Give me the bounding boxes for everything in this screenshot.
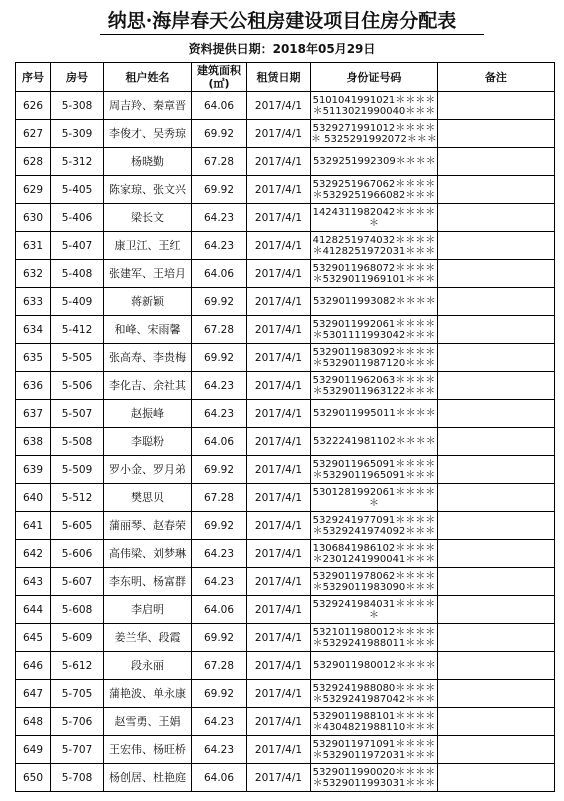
cell-area: 64.06 bbox=[192, 764, 247, 792]
table-row bbox=[16, 400, 555, 428]
cell-note bbox=[437, 624, 554, 652]
id-number-line: 5329011962063＊＊＊＊ bbox=[312, 374, 436, 386]
id-number-line: 5329011978062＊＊＊＊ bbox=[312, 570, 436, 582]
cell-seq: 634 bbox=[16, 316, 51, 344]
id-number-line: 5329241977091＊＊＊＊ bbox=[312, 514, 436, 526]
cell-id-number bbox=[311, 540, 438, 568]
cell-note bbox=[437, 344, 554, 372]
table-row bbox=[16, 540, 555, 568]
cell-room: 5-605 bbox=[51, 512, 104, 540]
cell-date: 2017/4/1 bbox=[247, 624, 311, 652]
id-number-line: ＊5113021990040＊＊＊ bbox=[312, 105, 436, 117]
cell-id-number bbox=[311, 316, 438, 344]
table-row bbox=[16, 456, 555, 484]
id-number-line: ＊4304821988110＊＊＊ bbox=[312, 721, 436, 733]
cell-date: 2017/4/1 bbox=[247, 176, 311, 204]
cell-seq: 649 bbox=[16, 736, 51, 764]
cell-room: 5-705 bbox=[51, 680, 104, 708]
cell-tenant: 张建军、王培月 bbox=[104, 260, 192, 288]
table-row bbox=[16, 708, 555, 736]
id-number-line: 5329011980012＊＊＊＊ bbox=[313, 660, 436, 671]
document-subtitle: 资料提供日期：2018年05月29日 bbox=[188, 42, 376, 56]
cell-seq: 641 bbox=[16, 512, 51, 540]
cell-note bbox=[437, 456, 554, 484]
cell-room: 5-512 bbox=[51, 484, 104, 512]
cell-area: 64.23 bbox=[192, 232, 247, 260]
id-number-line: ＊ bbox=[368, 217, 379, 229]
cell-date: 2017/4/1 bbox=[247, 204, 311, 232]
id-number-line: 5329011965091＊＊＊＊ bbox=[312, 458, 436, 470]
cell-id-number bbox=[311, 372, 438, 400]
id-number-line: 5329011968072＊＊＊＊ bbox=[312, 262, 436, 274]
cell-note bbox=[437, 764, 554, 792]
id-number-line: ＊5329011983090＊＊＊ bbox=[312, 581, 436, 593]
cell-id-number bbox=[311, 232, 438, 260]
cell-note bbox=[437, 92, 554, 120]
cell-seq: 627 bbox=[16, 120, 51, 148]
cell-id-number bbox=[311, 484, 438, 512]
table-row bbox=[16, 372, 555, 400]
cell-id-number bbox=[311, 764, 438, 792]
cell-room: 5-309 bbox=[51, 120, 104, 148]
cell-seq: 629 bbox=[16, 176, 51, 204]
cell-date: 2017/4/1 bbox=[247, 232, 311, 260]
table-row bbox=[16, 176, 555, 204]
cell-room: 5-409 bbox=[51, 288, 104, 316]
title-underline bbox=[100, 34, 484, 35]
cell-note bbox=[437, 652, 554, 680]
id-number-line: 5321011980012＊＊＊＊ bbox=[312, 626, 436, 638]
cell-id-number bbox=[311, 148, 438, 176]
cell-room: 5-708 bbox=[51, 764, 104, 792]
cell-date: 2017/4/1 bbox=[247, 764, 311, 792]
id-number-line: ＊ bbox=[368, 497, 379, 509]
cell-area: 64.23 bbox=[192, 568, 247, 596]
cell-tenant: 康卫江、王红 bbox=[104, 232, 192, 260]
cell-area: 69.92 bbox=[192, 624, 247, 652]
header-area-line1: 建筑面积 bbox=[197, 64, 241, 77]
cell-id-number bbox=[311, 120, 438, 148]
document-title: 纳思·海岸春天公租房建设项目住房分配表 bbox=[107, 10, 457, 32]
header-area bbox=[192, 63, 247, 92]
cell-tenant: 和峰、宋雨馨 bbox=[104, 316, 192, 344]
id-number-line: ＊5329011993031＊＊＊ bbox=[312, 777, 436, 789]
cell-room: 5-607 bbox=[51, 568, 104, 596]
cell-date: 2017/4/1 bbox=[247, 344, 311, 372]
cell-id-number bbox=[311, 344, 438, 372]
cell-note bbox=[437, 512, 554, 540]
id-number-line: ＊5329241987042＊＊＊ bbox=[312, 693, 436, 705]
cell-room: 5-412 bbox=[51, 316, 104, 344]
cell-id-number bbox=[311, 204, 438, 232]
cell-date: 2017/4/1 bbox=[247, 540, 311, 568]
cell-date: 2017/4/1 bbox=[247, 316, 311, 344]
table-row bbox=[16, 680, 555, 708]
cell-room: 5-507 bbox=[51, 400, 104, 428]
cell-seq: 644 bbox=[16, 596, 51, 624]
cell-note bbox=[437, 176, 554, 204]
cell-id-number bbox=[311, 680, 438, 708]
cell-area: 69.92 bbox=[192, 456, 247, 484]
cell-area: 69.92 bbox=[192, 512, 247, 540]
id-number-line: 5329011983092＊＊＊＊ bbox=[312, 346, 436, 358]
cell-room: 5-509 bbox=[51, 456, 104, 484]
header-tenant: 租户姓名 bbox=[104, 63, 192, 92]
cell-area: 67.28 bbox=[192, 484, 247, 512]
id-number-line: 4128251974032＊＊＊＊ bbox=[312, 234, 436, 246]
table-row bbox=[16, 484, 555, 512]
cell-note bbox=[437, 120, 554, 148]
cell-area: 64.06 bbox=[192, 596, 247, 624]
cell-tenant: 罗小金、罗月弟 bbox=[104, 456, 192, 484]
cell-tenant: 杨创居、杜艳庭 bbox=[104, 764, 192, 792]
table-row bbox=[16, 344, 555, 372]
id-number-line: 1424311982042＊＊＊＊ bbox=[312, 206, 436, 218]
cell-note bbox=[437, 680, 554, 708]
id-number-line: 5329241988080＊＊＊＊ bbox=[312, 682, 436, 694]
id-number-line: ＊4128251972031＊＊＊ bbox=[312, 245, 436, 257]
cell-seq: 639 bbox=[16, 456, 51, 484]
cell-date: 2017/4/1 bbox=[247, 652, 311, 680]
cell-area: 64.06 bbox=[192, 92, 247, 120]
table-row bbox=[16, 204, 555, 232]
cell-tenant: 李启明 bbox=[104, 596, 192, 624]
cell-seq: 646 bbox=[16, 652, 51, 680]
cell-seq: 650 bbox=[16, 764, 51, 792]
cell-seq: 628 bbox=[16, 148, 51, 176]
cell-note bbox=[437, 540, 554, 568]
table-row bbox=[16, 120, 555, 148]
id-number-line: ＊5329011972031＊＊＊ bbox=[312, 749, 436, 761]
cell-seq: 636 bbox=[16, 372, 51, 400]
cell-tenant: 李东明、杨富群 bbox=[104, 568, 192, 596]
id-number-line: 5329011990020＊＊＊＊ bbox=[312, 766, 436, 778]
cell-room: 5-707 bbox=[51, 736, 104, 764]
cell-room: 5-606 bbox=[51, 540, 104, 568]
cell-area: 67.28 bbox=[192, 148, 247, 176]
cell-note bbox=[437, 400, 554, 428]
id-number-line: 5329011993082＊＊＊＊ bbox=[313, 296, 436, 307]
cell-area: 67.28 bbox=[192, 652, 247, 680]
cell-area: 69.92 bbox=[192, 176, 247, 204]
cell-date: 2017/4/1 bbox=[247, 400, 311, 428]
table-row bbox=[16, 316, 555, 344]
cell-date: 2017/4/1 bbox=[247, 484, 311, 512]
cell-tenant: 周吉羚、秦章晋 bbox=[104, 92, 192, 120]
cell-seq: 638 bbox=[16, 428, 51, 456]
cell-seq: 647 bbox=[16, 680, 51, 708]
header-id: 身份证号码 bbox=[311, 63, 438, 92]
cell-seq: 633 bbox=[16, 288, 51, 316]
cell-tenant: 张高寿、李贵梅 bbox=[104, 344, 192, 372]
cell-seq: 645 bbox=[16, 624, 51, 652]
cell-id-number bbox=[311, 624, 438, 652]
cell-id-number bbox=[311, 260, 438, 288]
id-number-line: ＊5329241974092＊＊＊ bbox=[312, 525, 436, 537]
cell-area: 67.28 bbox=[192, 316, 247, 344]
cell-tenant: 李化吉、余社其 bbox=[104, 372, 192, 400]
cell-room: 5-312 bbox=[51, 148, 104, 176]
id-number-line: ＊5329011963122＊＊＊ bbox=[312, 385, 436, 397]
id-number-line: 5329271991012＊＊＊＊ bbox=[312, 122, 436, 134]
header-room: 房号 bbox=[51, 63, 104, 92]
id-number-line: 5329011971091＊＊＊＊ bbox=[312, 738, 436, 750]
cell-area: 69.92 bbox=[192, 344, 247, 372]
cell-note bbox=[437, 232, 554, 260]
cell-room: 5-407 bbox=[51, 232, 104, 260]
cell-area: 64.23 bbox=[192, 708, 247, 736]
cell-tenant: 陈家琼、张文兴 bbox=[104, 176, 192, 204]
cell-tenant: 樊思贝 bbox=[104, 484, 192, 512]
cell-tenant: 梁长文 bbox=[104, 204, 192, 232]
cell-seq: 642 bbox=[16, 540, 51, 568]
table-row bbox=[16, 764, 555, 792]
cell-seq: 637 bbox=[16, 400, 51, 428]
cell-tenant: 蒲艳波、单永康 bbox=[104, 680, 192, 708]
table-row bbox=[16, 92, 555, 120]
cell-room: 5-609 bbox=[51, 624, 104, 652]
id-number-line: 5322241981102＊＊＊＊ bbox=[313, 436, 436, 447]
table-body bbox=[16, 92, 555, 792]
table-row bbox=[16, 148, 555, 176]
cell-area: 69.92 bbox=[192, 120, 247, 148]
cell-tenant: 赵雪勇、王娟 bbox=[104, 708, 192, 736]
cell-area: 69.92 bbox=[192, 288, 247, 316]
cell-id-number bbox=[311, 176, 438, 204]
cell-seq: 635 bbox=[16, 344, 51, 372]
cell-note bbox=[437, 708, 554, 736]
cell-area: 64.23 bbox=[192, 372, 247, 400]
cell-date: 2017/4/1 bbox=[247, 372, 311, 400]
cell-tenant: 姜兰华、段霞 bbox=[104, 624, 192, 652]
cell-room: 5-608 bbox=[51, 596, 104, 624]
cell-room: 5-508 bbox=[51, 428, 104, 456]
cell-date: 2017/4/1 bbox=[247, 92, 311, 120]
cell-area: 69.92 bbox=[192, 680, 247, 708]
cell-room: 5-706 bbox=[51, 708, 104, 736]
id-number-line: ＊5329241988011＊＊＊ bbox=[312, 637, 436, 649]
cell-date: 2017/4/1 bbox=[247, 260, 311, 288]
table-row bbox=[16, 428, 555, 456]
cell-id-number bbox=[311, 708, 438, 736]
cell-seq: 631 bbox=[16, 232, 51, 260]
table-row bbox=[16, 624, 555, 652]
cell-seq: 626 bbox=[16, 92, 51, 120]
id-number-line: 5329241984031＊＊＊＊ bbox=[312, 598, 436, 610]
cell-area: 64.23 bbox=[192, 540, 247, 568]
cell-date: 2017/4/1 bbox=[247, 288, 311, 316]
table-row bbox=[16, 232, 555, 260]
cell-seq: 640 bbox=[16, 484, 51, 512]
id-number-line: 5329251992309＊＊＊＊ bbox=[313, 156, 436, 167]
cell-id-number bbox=[311, 400, 438, 428]
cell-area: 64.06 bbox=[192, 260, 247, 288]
cell-id-number bbox=[311, 428, 438, 456]
cell-room: 5-505 bbox=[51, 344, 104, 372]
table-row bbox=[16, 652, 555, 680]
header-seq: 序号 bbox=[16, 63, 51, 92]
cell-id-number bbox=[311, 512, 438, 540]
cell-date: 2017/4/1 bbox=[247, 596, 311, 624]
cell-date: 2017/4/1 bbox=[247, 456, 311, 484]
cell-date: 2017/4/1 bbox=[247, 680, 311, 708]
id-number-line: 5101041991021＊＊＊＊ bbox=[312, 94, 436, 106]
cell-id-number bbox=[311, 288, 438, 316]
cell-id-number bbox=[311, 456, 438, 484]
cell-date: 2017/4/1 bbox=[247, 708, 311, 736]
cell-room: 5-506 bbox=[51, 372, 104, 400]
cell-room: 5-408 bbox=[51, 260, 104, 288]
cell-id-number bbox=[311, 568, 438, 596]
id-number-line: ＊ bbox=[368, 609, 379, 621]
cell-note bbox=[437, 484, 554, 512]
cell-note bbox=[437, 316, 554, 344]
id-number-line: ＊5329011969101＊＊＊ bbox=[312, 273, 436, 285]
cell-tenant: 李聪粉 bbox=[104, 428, 192, 456]
cell-tenant: 王宏伟、杨旺桥 bbox=[104, 736, 192, 764]
cell-id-number bbox=[311, 736, 438, 764]
cell-seq: 648 bbox=[16, 708, 51, 736]
id-number-line: ＊5301111993042＊＊＊ bbox=[312, 329, 436, 341]
id-number-line: 5329011995011＊＊＊＊ bbox=[313, 408, 436, 419]
cell-tenant: 杨晓勤 bbox=[104, 148, 192, 176]
cell-area: 64.23 bbox=[192, 400, 247, 428]
table-row bbox=[16, 512, 555, 540]
table-row bbox=[16, 260, 555, 288]
cell-tenant: 蒲丽琴、赵春荣 bbox=[104, 512, 192, 540]
cell-tenant: 蒋新颖 bbox=[104, 288, 192, 316]
cell-room: 5-406 bbox=[51, 204, 104, 232]
id-number-line: 1306841986102＊＊＊＊ bbox=[312, 542, 436, 554]
cell-date: 2017/4/1 bbox=[247, 120, 311, 148]
cell-seq: 632 bbox=[16, 260, 51, 288]
cell-area: 64.06 bbox=[192, 428, 247, 456]
cell-date: 2017/4/1 bbox=[247, 736, 311, 764]
cell-tenant: 赵振峰 bbox=[104, 400, 192, 428]
header-area-line2: (㎡) bbox=[208, 77, 230, 90]
cell-seq: 643 bbox=[16, 568, 51, 596]
cell-area: 64.23 bbox=[192, 736, 247, 764]
header-row bbox=[16, 63, 555, 92]
header-date: 租赁日期 bbox=[247, 63, 311, 92]
cell-note bbox=[437, 372, 554, 400]
id-number-line: 5301281992061＊＊＊＊ bbox=[312, 486, 436, 498]
cell-room: 5-612 bbox=[51, 652, 104, 680]
cell-id-number bbox=[311, 652, 438, 680]
table-row bbox=[16, 736, 555, 764]
id-number-line: ＊5329011965091＊＊＊ bbox=[312, 469, 436, 481]
cell-note bbox=[437, 288, 554, 316]
cell-note bbox=[437, 260, 554, 288]
cell-room: 5-308 bbox=[51, 92, 104, 120]
id-number-line: ＊ 5325291992072＊＊＊ bbox=[311, 133, 437, 145]
cell-id-number bbox=[311, 92, 438, 120]
id-number-line: ＊5329011987120＊＊＊ bbox=[312, 357, 436, 369]
cell-note bbox=[437, 148, 554, 176]
id-number-line: 5329011988101＊＊＊＊ bbox=[312, 710, 436, 722]
cell-tenant: 高伟梁、刘梦琳 bbox=[104, 540, 192, 568]
cell-date: 2017/4/1 bbox=[247, 148, 311, 176]
cell-id-number bbox=[311, 596, 438, 624]
table-row bbox=[16, 288, 555, 316]
cell-date: 2017/4/1 bbox=[247, 512, 311, 540]
cell-note bbox=[437, 568, 554, 596]
id-number-line: 5329011992061＊＊＊＊ bbox=[312, 318, 436, 330]
cell-note bbox=[437, 736, 554, 764]
housing-allocation-table bbox=[15, 62, 555, 792]
cell-seq: 630 bbox=[16, 204, 51, 232]
id-number-line: 5329251967062＊＊＊＊ bbox=[312, 178, 436, 190]
cell-area: 64.23 bbox=[192, 204, 247, 232]
cell-note bbox=[437, 428, 554, 456]
cell-tenant: 段永丽 bbox=[104, 652, 192, 680]
cell-note bbox=[437, 596, 554, 624]
id-number-line: ＊2301241990041＊＊＊ bbox=[312, 553, 436, 565]
cell-room: 5-405 bbox=[51, 176, 104, 204]
id-number-line: ＊5329251966082＊＊＊ bbox=[312, 189, 436, 201]
cell-note bbox=[437, 204, 554, 232]
cell-tenant: 李俊才、吴秀琼 bbox=[104, 120, 192, 148]
header-note: 备注 bbox=[437, 63, 554, 92]
table-row bbox=[16, 568, 555, 596]
table-row bbox=[16, 596, 555, 624]
cell-date: 2017/4/1 bbox=[247, 568, 311, 596]
cell-date: 2017/4/1 bbox=[247, 428, 311, 456]
